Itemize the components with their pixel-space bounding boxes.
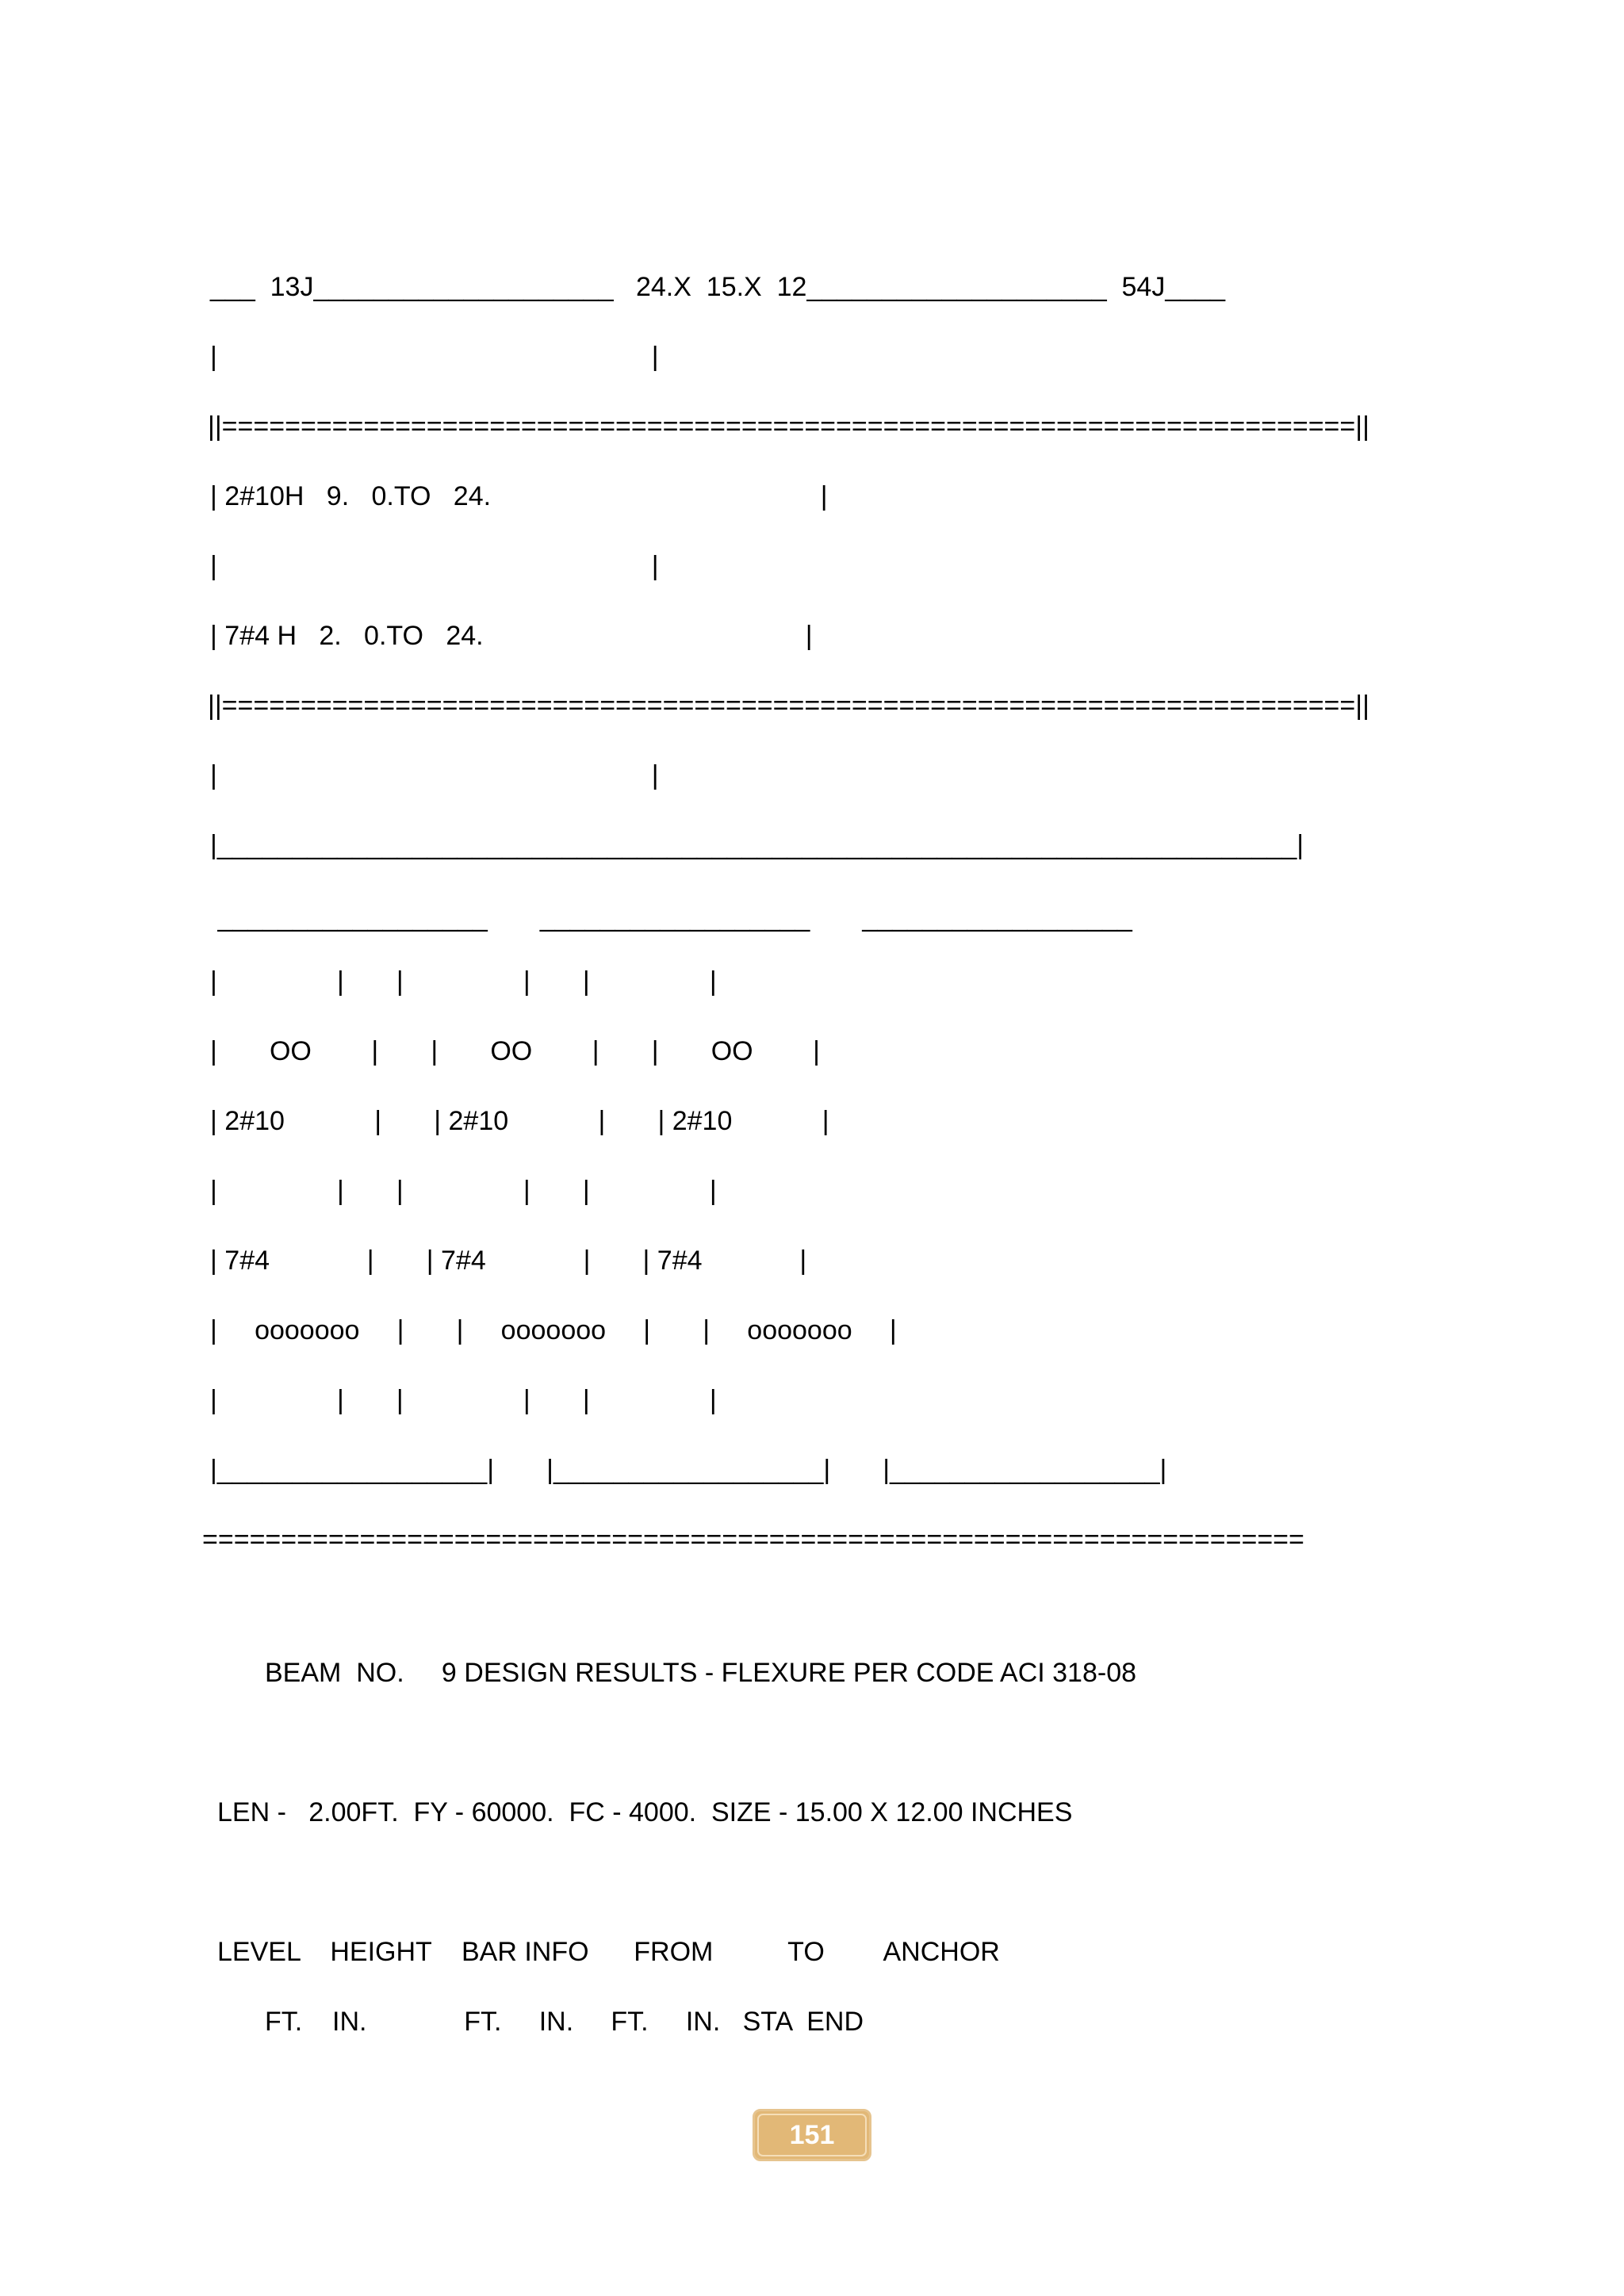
diagram-line: | | (210, 760, 659, 790)
diagram-line: ||========================================================================|| (208, 411, 1369, 442)
section-line: |__________________| |__________________| |__________________| (210, 1455, 1167, 1485)
top-bar-info: | 2#10H 9. 0.TO 24. | (210, 481, 828, 511)
beam-header-line: ___ 13J____________________ 24.X 15.X 12____________________ 54J____ (210, 272, 1225, 302)
diagram-line: ||========================================================================|| (208, 691, 1369, 721)
diagram-line: | | (210, 342, 659, 372)
separator-line: ====================================================================== (202, 1525, 1304, 1555)
section-line: | ooooooo | | ooooooo | | ooooooo | (210, 1315, 897, 1345)
beam-properties-line: LEN - 2.00FT. FY - 60000. FC - 4000. SIZE - 15.00 X 12.00 INCHES (217, 1797, 1073, 1827)
section-line: | | | | | | (210, 1176, 717, 1206)
bottom-bar-info: | 7#4 H 2. 0.TO 24. | (210, 621, 813, 651)
diagram-line: |________________________________________________________________________| (210, 830, 1304, 860)
table-header-row: LEVEL HEIGHT BAR INFO FROM TO ANCHOR (217, 1937, 1000, 1967)
section-line: | 2#10 | | 2#10 | | 2#10 | (210, 1106, 829, 1136)
section-line: | | | | | | (210, 1385, 717, 1415)
design-results-heading: BEAM NO. 9 DESIGN RESULTS - FLEXURE PER CODE ACI 318-08 (265, 1658, 1137, 1688)
section-line: | 7#4 | | 7#4 | | 7#4 | (210, 1246, 807, 1276)
diagram-line: | | (210, 551, 659, 581)
page-number-badge (753, 2109, 871, 2161)
table-units-row: FT. IN. FT. IN. FT. IN. STA END (265, 2007, 864, 2037)
page-number: 151 (757, 2114, 867, 2156)
section-line: | OO | | OO | | OO | (210, 1036, 821, 1066)
section-line: __________________ __________________ __________________ (210, 902, 1132, 932)
section-line: | | | | | | (210, 966, 717, 997)
